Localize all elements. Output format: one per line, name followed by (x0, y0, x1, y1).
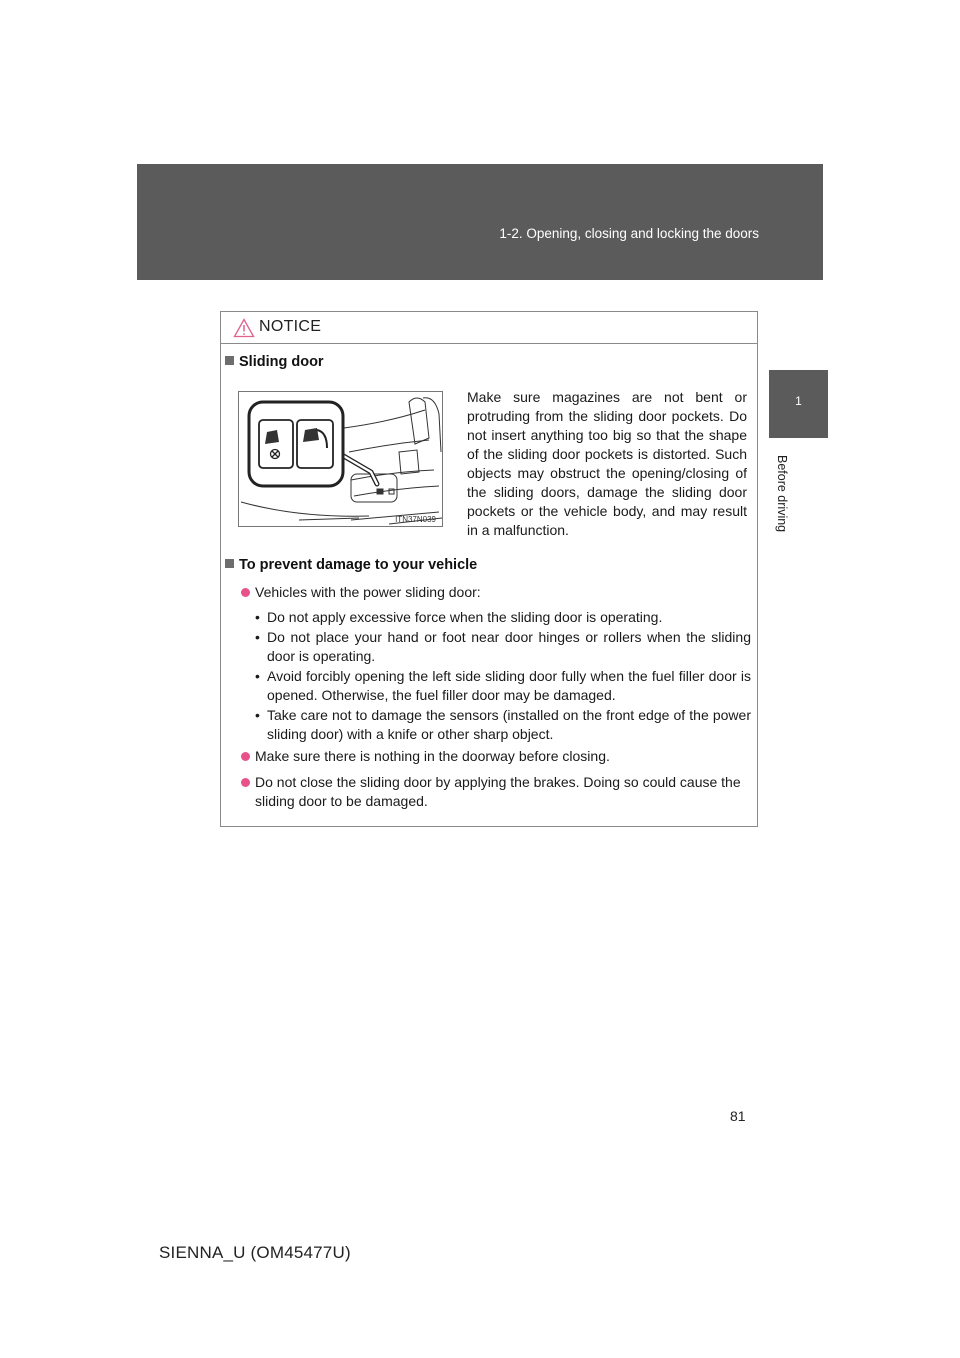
dot-bullet-icon: • (255, 668, 260, 684)
chapter-tab (769, 370, 828, 438)
notice-title: NOTICE (259, 318, 322, 335)
sliding-door-heading-text: Sliding door (239, 354, 324, 370)
chapter-number: 1 (795, 394, 802, 408)
notice-header (221, 312, 757, 344)
bullet-item (255, 628, 751, 666)
doorway-text: Make sure there is nothing in the doorway before closing. (255, 748, 610, 764)
bullet-text: Do not apply excessive force when the sliding door is operating. (267, 609, 663, 625)
sliding-door-illustration (239, 392, 442, 526)
sliding-door-paragraph: Make sure magazines are not bent or protruding from the sliding door pockets. Do not insert anything too big so that the shape of the sliding door pockets is distorted. Such objects may obstruct the opening/closing of the sliding doors, damage the sliding door pockets or the vehicle body, and may result in a malfunction. (467, 389, 747, 538)
square-bullet-icon (225, 356, 234, 365)
power-door-item (241, 583, 753, 602)
sliding-door-pocket-figure (238, 391, 443, 527)
doorway-item (241, 747, 753, 766)
chapter-label: Before driving (775, 455, 789, 533)
prevent-damage-heading (225, 557, 477, 573)
dot-bullet-icon: • (255, 707, 260, 723)
pink-circle-bullet-icon (241, 588, 250, 597)
notice-box (220, 311, 758, 827)
pink-circle-bullet-icon (241, 778, 250, 787)
pink-circle-bullet-icon (241, 752, 250, 761)
bullet-item (255, 667, 751, 705)
bullet-text: Do not place your hand or foot near door hinges or rollers when the sliding door is operating. (267, 629, 751, 664)
sliding-door-heading (225, 354, 324, 370)
section-title: 1-2. Opening, closing and locking the doors (499, 226, 759, 241)
bullet-item (255, 608, 751, 627)
dot-bullet-icon: • (255, 609, 260, 625)
model-code: SIENNA_U (OM45477U) (159, 1243, 351, 1262)
prevent-damage-heading-text: To prevent damage to your vehicle (239, 557, 478, 573)
power-door-intro: Vehicles with the power sliding door: (255, 584, 481, 600)
page-number: 81 (730, 1108, 746, 1124)
bullet-item (255, 706, 751, 744)
brakes-item (241, 773, 753, 811)
dot-bullet-icon: • (255, 629, 260, 645)
square-bullet-icon (225, 559, 234, 568)
figure-code: ITN37N039 (395, 515, 436, 524)
header-band (137, 164, 823, 280)
brakes-text: Do not close the sliding door by applying the brakes. Doing so could cause the sliding door to be damaged. (255, 774, 741, 809)
bullet-text: Take care not to damage the sensors (installed on the front edge of the power sliding door) with a knife or other sharp object. (267, 707, 751, 742)
bullet-text: Avoid forcibly opening the left side sliding door fully when the fuel filler door is opened. Otherwise, the fuel filler door may be damaged. (267, 668, 751, 703)
warning-triangle-icon (233, 318, 255, 338)
